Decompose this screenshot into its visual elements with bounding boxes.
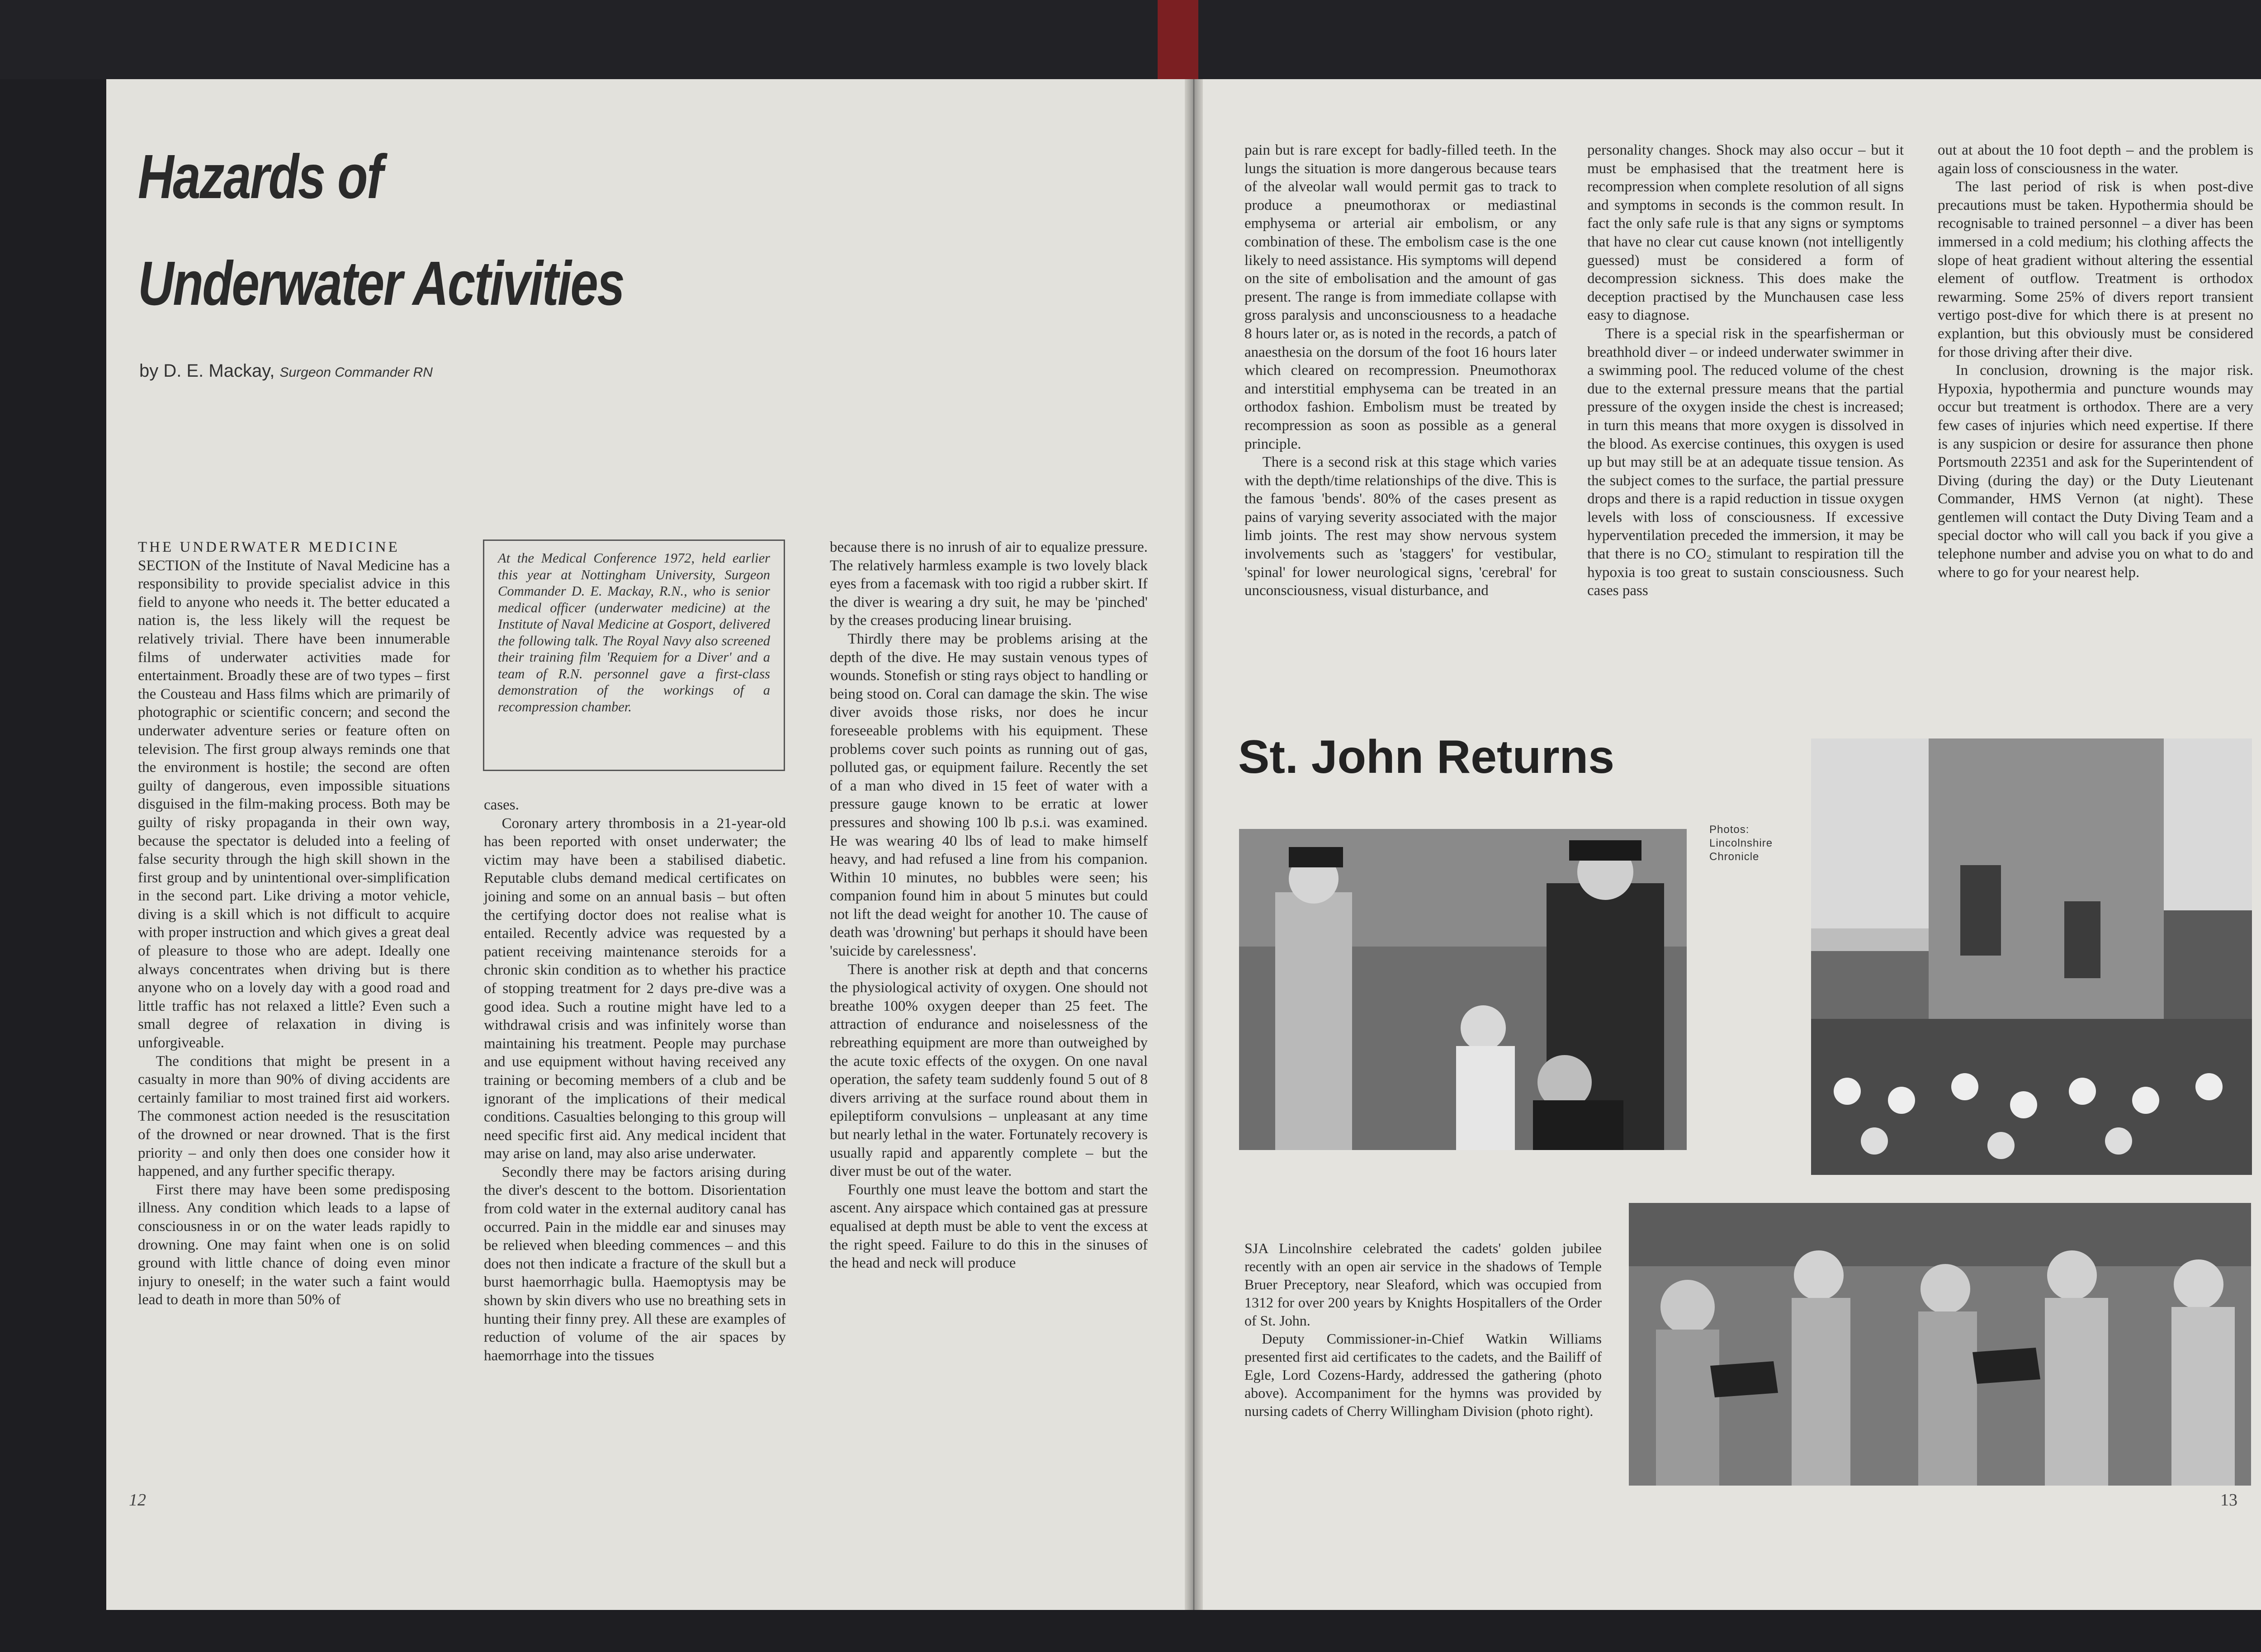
paragraph: Coronary artery thrombosis in a 21-year-old has been reported with onset underwater; the victim may have been a stabilised diabetic. Reputable clubs demand medical certificates on joining and some on an annual basis – but often the certifying doctor does not realise what is entailed. Recently advice was requested by a patient receiving maintenance steroids for a chronic skin condition as to whether his practice of stopping treatment for 2 days pre-dive was a good idea. Such a routine might have led to a withdrawal crisis and was infinitely worse than maintaining his treatment. People may purchase and use equipment without having received any training or becoming members of a club and be ignorant of the implications of their medical conditions. Casualties belonging to this group will need specific first aid. Any medical incident that may arise on land, may also arise underwater. (484, 815, 786, 1162)
photo-credit: Photos: Lincolnshire Chronicle (1709, 824, 1773, 863)
byline (139, 361, 433, 381)
article-column-1 (138, 538, 450, 1309)
photo-cadets-ceremony (1239, 829, 1687, 1150)
page-number-right: 13 (2220, 1491, 2237, 1510)
paragraph: First there may have been some predisposing illness. Any condition which leads to a lapse of consciousness in or on the water leads rapidly to drowning. One may faint when one is on solid ground with little chance of doing even minor injury to oneself; in the water such a faint would lead to death in more than 50% of (138, 1181, 450, 1308)
paragraph: Deputy Commissioner-in-Chief Watkin Williams presented first aid certificates to the cadets, and the Bailiff of Egle, Lord Cozens-Hardy, addressed the gathering (photo above). Accompaniment for the hymns was provided by nursing cadets of Cherry Willingham Division (photo right). (1244, 1330, 1602, 1419)
article-column-5 (1587, 141, 1904, 600)
paragraph: The last period of risk is when post-dive precautions must be taken. Hypothermia should be recognisable to trained personnel – a diver has been immersed in a cold medium; his clothing affects the slope of heat gradient without altering the essential element of outflow. Treatment is orthodox rewarming. Some 25% of divers report transient vertigo post-dive for which there is at present no explantion, but this obviously must be considered for those driving after their dive. (1938, 179, 2253, 360)
binding-spine (1158, 0, 1198, 79)
photo-recorder-players (1629, 1203, 2251, 1486)
editor-note-box: At the Medical Conference 1972, held earlier this year at Nottingham University, Surgeon Commander D. E. Mackay, R.N., who is senior medical officer (underwater medicine) at the Institute of Naval Medicine at Gosport, delivered the following talk. The Royal Navy also screened their training film 'Requiem for a Diver' and a team of R.N. personnel gave a first-class demonstration of the workings of a recompression chamber. (483, 540, 785, 771)
page-number-left: 12 (129, 1491, 146, 1510)
paragraph: because there is no inrush of air to equalize pressure. The relatively harmless example is two lovely black eyes from a facemask with too rigid a rubber skirt. If the diver is wearing a dry suit, he may be 'pinched' by the creases producing linear bruising. (830, 539, 1148, 629)
paragraph: cases. (484, 797, 519, 813)
article-column-4 (1244, 141, 1556, 600)
sidebar-title: St. John Returns (1238, 731, 1615, 783)
paragraph: There is a second risk at this stage which varies with the depth/time relationships of the dive. This is the famous 'bends'. 80% of the cases present as pains of varying severity associated with the major limb joints. The rest may show nervous system involvements such as 'staggers' for vestibular, 'spinal' for lower neurological signs, 'cerebral' for unconsciousness, visual disturbance, and (1244, 454, 1556, 599)
article-title-line-2: Underwater Activities (138, 249, 624, 318)
paragraph: out at about the 10 foot depth – and the problem is again loss of consciousness in the water. (1938, 142, 2253, 177)
paragraph: Thirdly there may be problems arising at the depth of the dive. He may sustain venous types of wounds. Stonefish or sting rays object to handling or being stood on. Coral can damage the skin. The wise diver avoids those risks, nor does he incur foreseeable problems with his equipment. These problems cover such points as running out of gas, polluted gas, or equipment failure. Recently the set of a man who dived in 15 feet of water with a pressure gauge known to be erratic at lower pressures and showing 100 lb p.s.i. was examined. He was wearing 40 lbs of lead to make himself heavy, and had refused a line from his companion. Within 10 minutes, no bubbles were seen; his companion found him in about 5 minutes but could not lift the dead weight for another 10. The cause of death was 'drowning' but perhaps it should have been 'suicide by carelessness'. (830, 630, 1148, 960)
paragraph: In conclusion, drowning is the major risk. Hypoxia, hypothermia and puncture wounds may occur but treatment is orthodox. There are a very few cases of injuries which need expertise. If there is any suspicion or desire for assurance then phone Portsmouth 22351 and ask for the Superintendent of Diving (during the day) or the Duty Lieutenant Commander, HMS Vernon (at night). These gentlemen will contact the Duty Diving Team and a special doctor who will call you back if you give a telephone number and advise you on what to do and where to go for your nearest help. (1938, 362, 2253, 581)
photo-temple-bruer-service (1811, 738, 2252, 1175)
paragraph: There is another risk at depth and that concerns the physiological activity of oxygen. One should not breathe 100% oxygen deeper than 25 feet. The attraction of endurance and noiselessness of the rebreathing equipment are more than outweighed by the acute toxic effects of the oxygen. On one naval operation, the safety team suddenly found 5 out of 8 divers arriving at the surface round about them in epileptiform convulsions – unpleasant at any time but nearly lethal in the water. Fortunately recovery is usually rapid and apparently complete – but the diver must be out of the water. (830, 961, 1148, 1180)
paragraph: SECTION of the Institute of Naval Medicine has a responsibility to provide specialist advice in this field to anyone who needs it. The better educated a nation is, the less likely will the request be relatively trivial. There have been innumerable films of underwater activities made for entertainment. Broadly these are of two types – first the Cousteau and Hass films which are primarily of photographic or scientific concern; and second the underwater adventure series or feature often on television. The first group always reminds one that the environment is hostile; the second are often guilty of dangerous, even impossible situations disguised in the film-making process. Both may be guilty of risky propaganda in their own way, because the spectator is deluded into a feeling of false security through the high skill shown in the first group and by unintentional over-simplification in the second part. Like driving a motor vehicle, diving is a skill which is not difficult to acquire with proper instruction and which gives a great deal of pleasure to those who are adept. Ideally one always concentrates when driving but is there anyone who on a lovely day with a good road and little traffic has not relaxed a little? Even such a small degree of relaxation in diving is unforgiveable. (138, 557, 450, 1051)
paragraph: There is a special risk in the spearfisherman or breathhold diver – or indeed underwater swimmer in a swimming pool. The reduced volume of the chest due to the external pressure means that the partial pressure of the oxygen inside the chest is increased; in turn this means that more oxygen is dissolved in the blood. As exercise continues, this oxygen is used up but may still be at an adequate tissue tension. As the subject comes to the surface, the partial pressure drops and there is a rapid reduction in tissue oxygen levels with loss of consciousness. If excessive hyperventilation preceded the immersion, it may be that there is no CO₂ stimulant to respiration till the hypoxia is too great to sustain consciousness. Such cases pass (1587, 325, 1904, 599)
article-title-line-1: Hazards of (138, 142, 383, 212)
article-column-2 (484, 796, 786, 1365)
byline-role: Surgeon Commander RN (279, 365, 433, 380)
byline-name: by D. E. Mackay, (139, 361, 275, 381)
page-gutter (1185, 79, 1203, 1610)
lead-in-caps: THE UNDERWATER MEDICINE (138, 539, 400, 555)
paragraph: SJA Lincolnshire celebrated the cadets' golden jubilee recently with an open air service in the shadows of Temple Bruer Preceptory, near Sleaford, which was occupied from 1312 for over 200 years by Knights Hospitallers of the Order of St. John. (1244, 1240, 1602, 1329)
sidebar-text (1244, 1239, 1602, 1420)
paragraph: personality changes. Shock may also occur – but it must be emphasised that the treatment here is recompression when complete resolution of all signs and symptoms in seconds is the common result. In fact the only safe rule is that any signs or symptoms that have no clear cut cause known (not intelligently guessed) must be considered a form of decompression sickness. This does make the deception practised by the Munchausen case less easy to diagnose. (1587, 142, 1904, 324)
scan-background (0, 0, 2261, 79)
paragraph: Fourthly one must leave the bottom and start the ascent. Any airspace which contained gas at pressure equalised at depth must be able to vent the excess at the right speed. Failure to do this in the sinuses of the head and neck will produce (830, 1181, 1148, 1272)
paragraph: Secondly there may be factors arising during the diver's descent to the bottom. Disorientation from cold water in the external auditory canal has occurred. Pain in the middle ear and sinuses may be relieved when bleeding commences – and this does not then indicate a fracture of the skull but a burst haemorrhagic bulla. Haemoptysis may be shown by skin divers who use no breathing sets in hunting their finny prey. All these are examples of reduction of volume of the air spaces by haemorrhage into the tissues (484, 1164, 786, 1364)
paragraph: pain but is rare except for badly-filled teeth. In the lungs the situation is more dangerous because tears of the alveolar wall would permit gas to track to produce a pneumothorax or mediastinal emphysema or arterial air embolism, or any combination of these. The embolism case is the one likely to need assistance. His symptoms will depend on the site of embolisation and the amount of gas present. The range is from immediate collapse with gross paralysis and unconsciousness to a headache 8 hours later or, as is noted in the records, a patch of anaesthesia on the dorsum of the foot 16 hours later which cleared on recompression. Pneumothorax and interstitial emphysema can be treated in an orthodox fashion. Embolism must be treated by recompression as soon as possible as a general principle. (1244, 142, 1556, 452)
article-column-3 (830, 538, 1148, 1273)
article-column-6 (1938, 141, 2253, 582)
paragraph: The conditions that might be present in a casualty in more than 90% of diving accidents are certainly familiar to most trained first aid workers. The commonest action needed is the resuscitation of the drowned or near drowned. That is the first priority – and only then does one consider how it happened, and any further specific therapy. (138, 1053, 450, 1180)
